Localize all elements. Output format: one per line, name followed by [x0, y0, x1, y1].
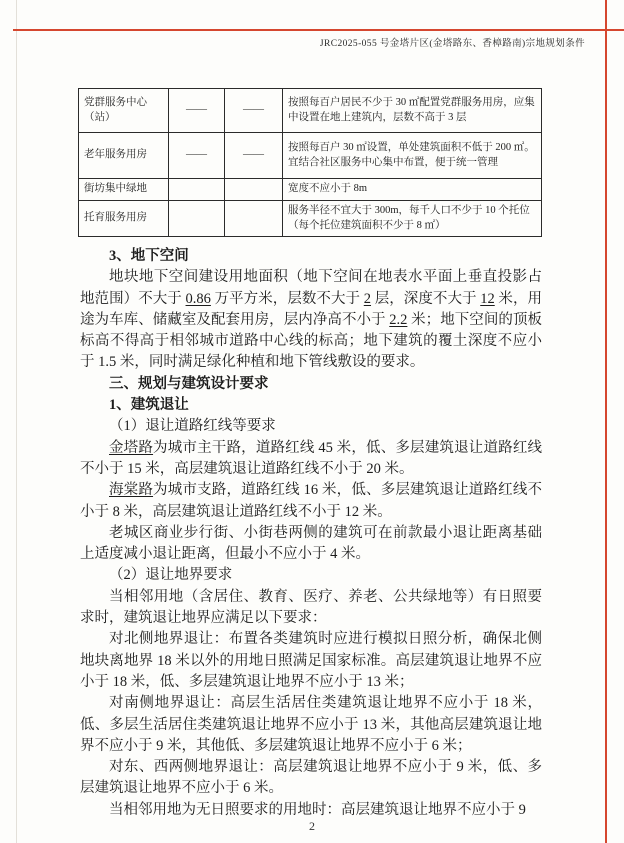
- table-dash-cell: [225, 201, 283, 237]
- table-dash-cell: [225, 179, 283, 201]
- table-dash-cell: [169, 201, 225, 237]
- heading-section-three: 三、规划与建筑设计要求: [109, 375, 269, 392]
- document-header-reference: JRC2025-055 号金塔片区(金塔路东、香樟路南)宗地规划条件: [319, 39, 585, 49]
- heading-road-redline: （1）退让道路红线等要求: [109, 418, 276, 435]
- red-border-top: [13, 29, 624, 31]
- table-row-elderly-service: [79, 133, 542, 179]
- paragraph-haitang-road: [80, 480, 542, 523]
- underlined-road-name-jinta: 金塔路: [109, 439, 154, 456]
- requirement-cell: 按照每百户 30 ㎡设置，单处建筑面积不低于 200 ㎡。宜结合社区服务中心集中布置，便于统一管理: [283, 133, 542, 179]
- text-segment: 为城市支路，道路红线 16 米，低、多层建筑退让道路红线不小于 8 米，高层建筑退让道路红线不小于 12 米。: [80, 482, 543, 520]
- underlined-value-floors: 2: [363, 290, 372, 307]
- facility-name-cell: 老年服务用房: [79, 133, 169, 179]
- scan-edge-line: [16, 0, 17, 843]
- requirement-cell: 按照每百户居民不少于 30 ㎡配置党群服务用房，应集中设置在地上建筑内，层数不高于 3 层: [283, 89, 542, 133]
- underlined-road-name-haitang: 海棠路: [109, 482, 154, 499]
- text-segment: 层，深度不大于: [371, 290, 481, 307]
- text-segment: 米，用途为车库、储藏室及配套用房，层内净高不小于: [80, 290, 543, 328]
- table-row-childcare-service: [79, 201, 542, 237]
- requirement-cell: 服务半径不宜大于 300m，每千人口不少于 10 个托位（每个托位建筑面积不少于 8 ㎡）: [283, 201, 542, 237]
- text-segment: 米；地下空间的顶板标高不得高于相邻城市道路中心线的标高；地下建筑的覆土深度不应小于 1.5 米，同时满足绿化种植和地下管线敷设的要求。: [80, 311, 543, 371]
- heading-boundary-setback: （2）退让地界要求: [109, 567, 233, 584]
- requirement-cell: 宽度不应小于 8m: [283, 179, 542, 201]
- table-row-neighborhood-green: [79, 179, 542, 201]
- facility-name-cell: 党群服务中心（站）: [79, 89, 169, 133]
- paragraph-underground-space: [80, 267, 542, 373]
- planning-requirements-table: [78, 88, 542, 237]
- text-segment: 地块地下空间建设用地面积（地下空间在地表水平面上垂直投影占地范围）不大于: [80, 269, 542, 307]
- document-body: [80, 246, 542, 821]
- facility-name-cell: 托育服务用房: [79, 201, 169, 237]
- paragraph-old-town: 老城区商业步行街、小街巷两侧的建筑可在前款最小退让距离基础上适度减小退让距离，但最小不应小于 4 米。: [80, 524, 542, 563]
- paragraph-jinta-road: [80, 438, 542, 481]
- table-dash-cell: ——: [169, 133, 225, 179]
- paragraph-south-boundary: 对南侧地界退让：高层生活居住类建筑退让地界不应小于 18 米，低、多层生活居住类建筑退让地界不应小于 13 米，其他高层建筑退让地界不应小于 9 米，其他低、多层建筑退让地界不应小于 6 米；: [80, 695, 542, 754]
- table-dash-cell: ——: [225, 89, 283, 133]
- red-border-right: [605, 0, 607, 843]
- paragraph-adjacent-sunlight: 当相邻用地（含居住、教育、医疗、养老、公共绿地等）有日照要求时，建筑退让地界应满足以下要求：: [80, 588, 542, 627]
- text-segment: 为城市主干路，道路红线 45 米，低、多层建筑退让道路红线不小于 15 米，高层建筑退让道路红线不小于 20 米。: [80, 439, 543, 477]
- table-dash-cell: ——: [225, 133, 283, 179]
- underlined-value-depth: 12: [480, 290, 495, 307]
- facility-name-cell: 街坊集中绿地: [79, 179, 169, 201]
- table-dash-cell: [169, 179, 225, 201]
- heading-building-setback: 1、建筑退让: [109, 397, 189, 414]
- paragraph-no-sunlight: 当相邻用地为无日照要求的用地时：高层建筑退让地界不应小于 9: [109, 801, 526, 818]
- paragraph-east-west-boundary: 对东、西两侧地界退让：高层建筑退让地界不应小于 9 米，低、多层建筑退让地界不应小于 6 米。: [80, 759, 542, 797]
- underlined-value-clear-height: 2.2: [389, 311, 408, 328]
- table-dash-cell: ——: [169, 89, 225, 133]
- underlined-value-area: 0.86: [185, 290, 211, 307]
- text-segment: 万平方米，层数不大于: [210, 290, 364, 307]
- table-row-party-service-center: [79, 89, 542, 133]
- heading-underground-space: 3、地下空间: [109, 248, 189, 264]
- page-number: 2: [309, 819, 315, 833]
- paragraph-north-boundary: 对北侧地界退让：布置各类建筑时应进行模拟日照分析，确保北侧地块离地界 18 米以外的用地日照满足国家标准。高层建筑退让地界不应小于 18 米，低、多层建筑退让地界不应小于 13 米；: [80, 631, 542, 690]
